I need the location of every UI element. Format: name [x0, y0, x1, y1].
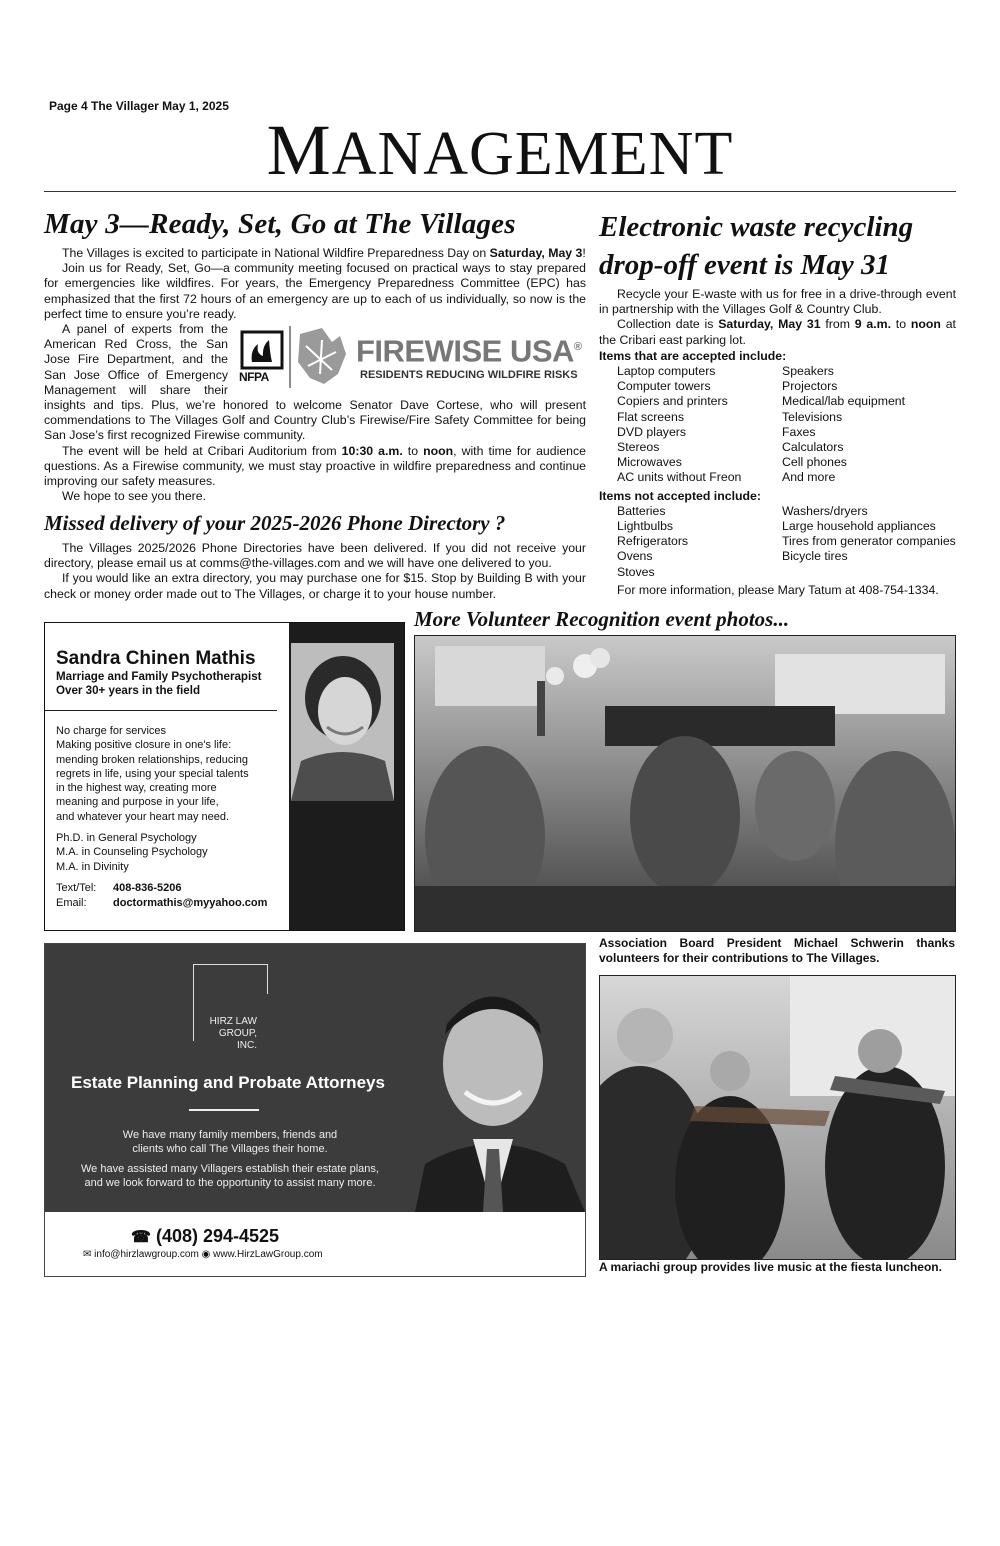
list-item: Projectors: [782, 379, 838, 394]
ad-title-line: Over 30+ years in the field: [56, 684, 201, 697]
text-bold: 10:30 a.m.: [341, 443, 403, 458]
firewise-wordmark: [356, 330, 582, 368]
hirz-email-web: [83, 1249, 323, 1260]
photo-banquet: [414, 635, 956, 932]
headline-line: drop-off event is May 31: [599, 249, 891, 281]
paragraph: The Villages 2025/2026 Phone Directories have been delivered. If you did not receive your directory, please email us at comms@the-villages.com and we will have one delivered to you.: [44, 541, 586, 571]
section-title-rest: ANAGEMENT: [331, 120, 734, 188]
paragraph: [44, 246, 586, 261]
ad-title: [56, 670, 262, 698]
list-item: Large household appliances: [782, 519, 936, 534]
text-bold: noon: [910, 317, 941, 332]
photo-caption: A mariachi group provides live music at the fiesta luncheon.: [599, 1260, 942, 1274]
text: at the Cribari east parking lot.: [599, 317, 956, 347]
portrait-photo: [291, 643, 394, 801]
globe-icon: ◉: [201, 1249, 211, 1260]
ad-mathis: [44, 622, 405, 931]
ad-line: mending broken relationships, reducing: [56, 753, 249, 766]
text: to: [402, 443, 424, 458]
envelope-icon: ✉: [83, 1249, 92, 1260]
list-item: Medical/lab equipment: [782, 394, 906, 409]
photo-caption: Association Board President Michael Schwerin thanks volunteers for their contributions to The Villages.: [599, 936, 955, 965]
ad-hirz: [44, 943, 586, 1277]
hirz-web: www.HirzLawGroup.com: [213, 1249, 323, 1260]
hirz-phone: [131, 1226, 279, 1247]
phone-icon: ☎: [131, 1229, 151, 1246]
email-label: Email:: [56, 897, 87, 909]
list-item: Speakers: [782, 364, 834, 379]
ad-contact: [56, 881, 267, 911]
portrait-image: [291, 643, 394, 801]
ad-title-line: Marriage and Family Psychotherapist: [56, 670, 262, 683]
text-bold: noon: [423, 443, 454, 458]
list-item: Stoves: [617, 564, 655, 579]
list-item: Bicycle tires: [782, 549, 848, 564]
article-ewaste: [599, 208, 956, 598]
accepted-list: [599, 364, 956, 486]
ad-divider: [45, 710, 277, 711]
hirz-line: and we look forward to the opportunity to assist many more.: [84, 1177, 376, 1189]
hirz-line: We have many family members, friends and: [122, 1129, 338, 1141]
article-headline: [599, 208, 956, 284]
paragraph: Join us for Ready, Set, Go—a community meeting focused on practical ways to stay prepared for emergencies like wildfires. For years, the Emergency Preparedness Committee (EPC) has emphasized that the first 72 hours of an emergency are up to each of us individually, so now is the perfect time to ensure you’re ready.: [44, 261, 586, 321]
section-title: [0, 110, 1000, 194]
ad-degrees: [56, 831, 208, 874]
paragraph: We hope to see you there.: [62, 489, 207, 504]
ad-line: and whatever your heart may need.: [56, 810, 230, 823]
ad-line: regrets in life, using your special talents: [56, 767, 249, 780]
ad-line: Making positive closure in one's life:: [56, 739, 232, 752]
paragraph: Recycle your E-waste with us for free in a drive-through event in partnership with the Villages Golf & Country Club.: [599, 287, 956, 317]
firewise-tagline: RESIDENTS REDUCING WILDFIRE RISKS: [360, 369, 578, 382]
ad-description: [56, 724, 249, 824]
not-accepted-list: [599, 504, 956, 580]
article-ready-set-go: [44, 206, 586, 504]
list-item: Laptop computers: [617, 364, 716, 379]
list-item: Tires from generator companies: [782, 534, 956, 549]
hirz-logo-text: [205, 1016, 257, 1052]
article-headline: May 3—Ready, Set, Go at The Villages: [44, 208, 516, 240]
hirz-email: info@hirzlawgroup.com: [94, 1249, 199, 1260]
accepted-title: Items that are accepted include:: [599, 348, 787, 363]
article-phone-directory: [44, 510, 586, 602]
section-title-initial: M: [266, 110, 332, 190]
text: to: [891, 317, 911, 332]
tel-label: Text/Tel:: [56, 882, 97, 894]
paragraph: If you would like an extra directory, you may purchase one for $15. Stop by Building B with your check or money order made out to The Villages, or charge it to your house number.: [44, 571, 586, 601]
registered-mark: ®: [573, 341, 582, 354]
hirz-headline: Estate Planning and Probate Attorneys: [71, 1073, 385, 1092]
text-bold: Saturday, May 3: [489, 246, 583, 260]
article-headline: Missed delivery of your 2025-2026 Phone Directory ?: [44, 511, 506, 535]
text: The Villages is excited to participate in National Wildfire Preparedness Day on: [62, 246, 490, 260]
hirz-line: clients who call The Villages their home.: [132, 1143, 328, 1155]
firewise-text: FIREWISE USA: [356, 333, 574, 369]
list-item: Flat screens: [617, 409, 684, 424]
firewise-logo: [236, 324, 586, 390]
hirz-phone-number: (408) 294-4525: [155, 1226, 280, 1246]
list-item: Refrigerators: [617, 534, 689, 549]
photo-mariachi: [599, 975, 956, 1260]
text: , with time for audience questions. As a Firewise community, we must stay proactive in wildfire preparedness and continue improving our safety measures.: [44, 443, 587, 489]
page-folio: Page 4 The Villager May 1, 2025: [49, 99, 229, 113]
not-accepted-title: Items not accepted include:: [599, 488, 761, 503]
attorney-image: [415, 964, 585, 1212]
attorney-photo: [415, 964, 585, 1212]
ad-line: in the highest way, creating more: [56, 782, 217, 795]
list-item: Washers/dryers: [782, 503, 868, 518]
list-item: Cell phones: [782, 455, 847, 470]
volunteer-headline: More Volunteer Recognition event photos...: [414, 607, 790, 631]
text: from: [820, 317, 855, 332]
text: !: [582, 246, 586, 260]
list-item: And more: [782, 470, 836, 485]
paragraph: [44, 444, 586, 490]
list-item: Stereos: [617, 440, 660, 455]
header-rule: [44, 191, 956, 192]
paragraph: A panel of experts from the American Red Cross, the San Jose Fire Department, and the San Jose Office of Emergency Management will share their insights and tips. Plus, we’re honored to welcome Senator Dave Cortese, who will present commendations to The Villages Golf and Country Club’s Firewise/Fire Safety Committee for being San Jose’s first recognized Firewise community.: [44, 322, 586, 443]
more-info: For more information, please Mary Tatum at 408-754-1334.: [617, 582, 939, 597]
ad-degree: M.A. in Counseling Psychology: [56, 846, 208, 859]
hirz-contact-bar: [45, 1212, 585, 1276]
ad-degree: M.A. in Divinity: [56, 860, 129, 873]
list-item: Copiers and printers: [617, 394, 728, 409]
list-item: DVD players: [617, 424, 687, 439]
list-item: Batteries: [617, 503, 666, 518]
hirz-line: We have assisted many Villagers establish their estate plans,: [81, 1163, 379, 1175]
logo-line: HIRZ LAW: [209, 1016, 257, 1027]
nfpa-wordmark: NFPA: [239, 370, 269, 385]
text: The event will be held at Cribari Auditorium from: [62, 443, 342, 458]
list-item: Computer towers: [617, 379, 711, 394]
logo-frame-edge: [267, 964, 268, 994]
list-item: Calculators: [782, 440, 844, 455]
ad-line: meaning and purpose in your life,: [56, 796, 219, 809]
headline-line: Electronic waste recycling: [599, 211, 914, 243]
paragraph: [599, 317, 956, 347]
ad-degree: Ph.D. in General Psychology: [56, 832, 197, 844]
list-item: Microwaves: [617, 455, 682, 470]
text: Collection date is: [617, 317, 719, 332]
list-item: [782, 565, 957, 580]
banquet-photo-image: [415, 636, 955, 931]
text-bold: 9 a.m.: [854, 317, 891, 332]
hirz-text: [45, 1128, 415, 1190]
tel-value: 408-836-5206: [113, 882, 182, 894]
text-bold: Saturday, May 31: [718, 317, 821, 332]
list-item: Televisions: [782, 409, 843, 424]
list-item: Faxes: [782, 424, 816, 439]
ad-line: No charge for services: [56, 725, 167, 737]
mariachi-photo-image: [600, 976, 955, 1259]
list-item: AC units without Freon: [617, 470, 742, 485]
list-item: Ovens: [617, 549, 653, 564]
hirz-divider: [189, 1109, 259, 1111]
ad-name: Sandra Chinen Mathis: [56, 648, 256, 669]
list-item: Lightbulbs: [617, 519, 674, 534]
logo-line: GROUP, INC.: [218, 1028, 257, 1051]
email-value: doctormathis@myyahoo.com: [113, 897, 268, 909]
